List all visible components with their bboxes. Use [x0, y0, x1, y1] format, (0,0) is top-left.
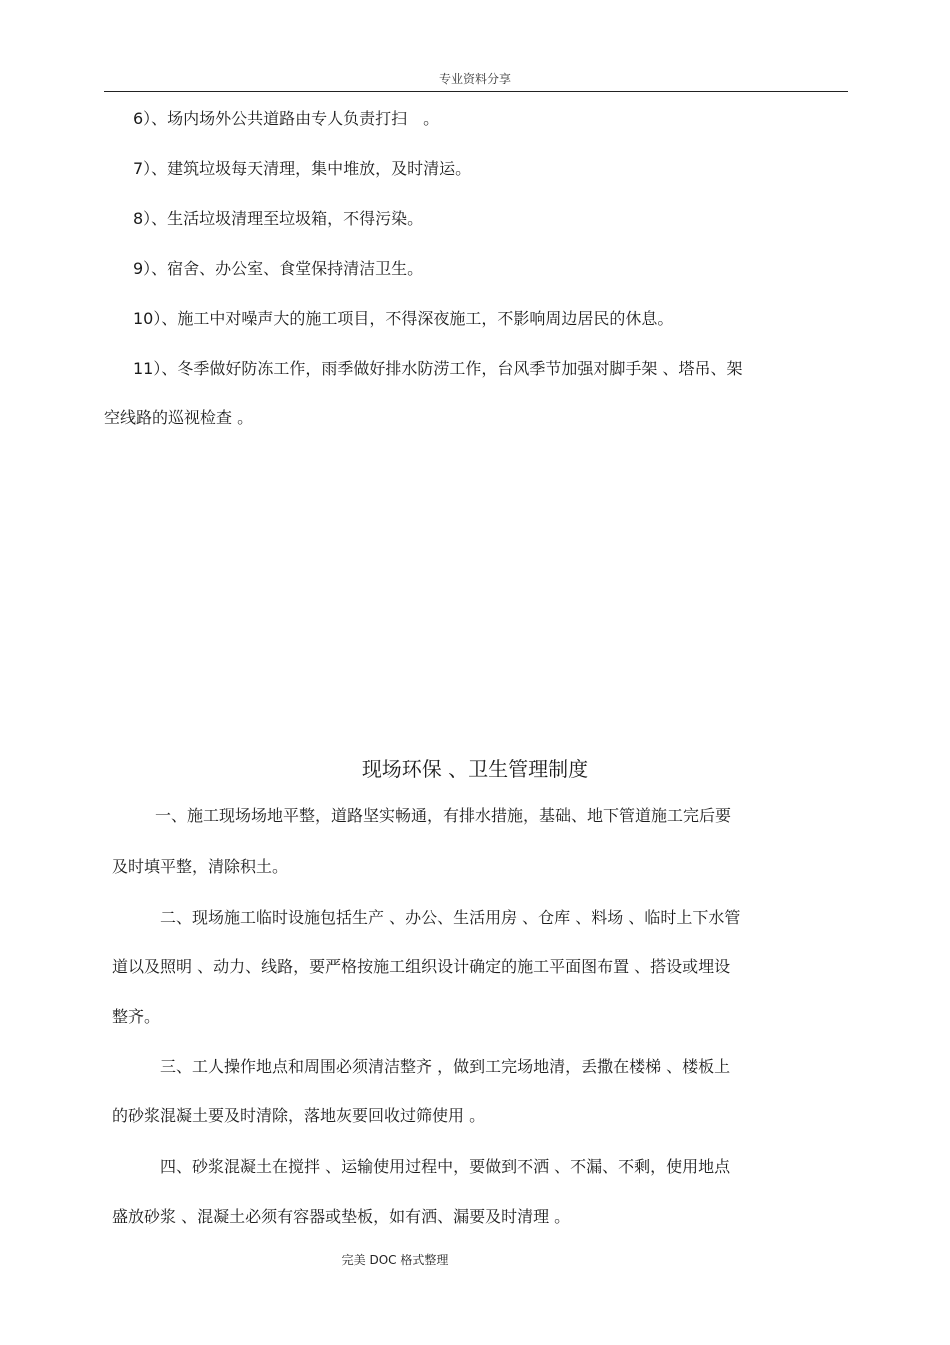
- page-header: 专业资料分享: [438, 72, 511, 86]
- paragraph-line: 整齐。: [112, 1007, 161, 1026]
- list-item-continuation: 空线路的巡视检查 。: [104, 408, 254, 427]
- list-item: 11）、冬季做好防冻工作，雨季做好排水防涝工作，台风季节加强对脚手架 、塔吊、架: [133, 359, 743, 378]
- paragraph-line: 盛放砂浆 、混凝土必须有容器或垫板，如有洒、漏要及时清理 。: [112, 1207, 571, 1226]
- header-divider: [104, 91, 848, 92]
- list-item: 7）、建筑垃圾每天清理，集中堆放，及时清运。: [133, 159, 472, 178]
- list-item: 6）、场内场外公共道路由专人负责打扫 。: [133, 109, 440, 128]
- paragraph-line: 的砂浆混凝土要及时清除，落地灰要回收过筛使用 。: [112, 1106, 486, 1125]
- paragraph-line: 三、工人操作地点和周围必须清洁整齐 ，做到工完场地清，丢撒在楼梯 、楼板上: [160, 1057, 731, 1076]
- list-item: 10）、施工中对噪声大的施工项目，不得深夜施工，不影响周边居民的休息。: [133, 309, 674, 328]
- paragraph-line: 四、砂浆混凝土在搅拌 、运输使用过程中，要做到不洒 、不漏、不剩，使用地点: [160, 1157, 731, 1176]
- section-title: 现场环保 、卫生管理制度: [361, 757, 589, 781]
- list-item: 9）、宿舍、办公室、食堂保持清洁卫生。: [133, 259, 424, 278]
- page-footer: 完美 DOC 格式整理: [341, 1253, 449, 1267]
- paragraph-line: 二、现场施工临时设施包括生产 、办公、生活用房 、仓库 、料场 、临时上下水管: [160, 908, 741, 927]
- paragraph-line: 及时填平整，清除积土。: [112, 857, 289, 876]
- paragraph-line: 一、施工现场场地平整，道路坚实畅通，有排水措施，基础、地下管道施工完后要: [155, 806, 732, 825]
- paragraph-line: 道以及照明 、动力、线路，要严格按施工组织设计确定的施工平面图布置 、搭设或埋设: [112, 957, 731, 976]
- list-item: 8）、生活垃圾清理至垃圾箱，不得污染。: [133, 209, 424, 228]
